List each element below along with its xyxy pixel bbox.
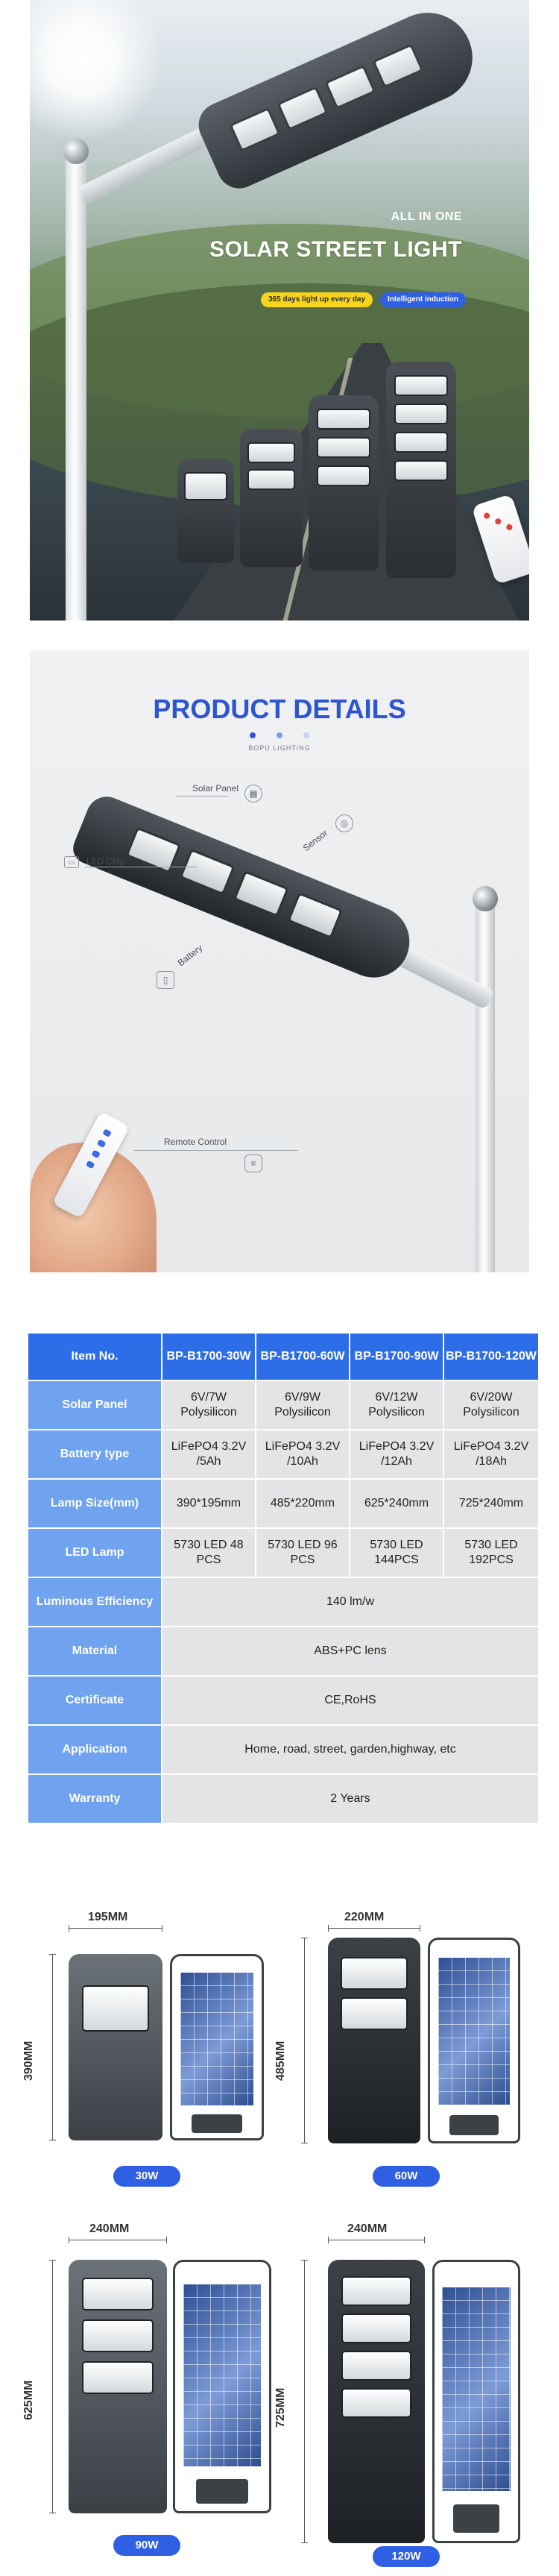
width-dimension-line xyxy=(69,1928,162,1929)
table-cell: 6V/9W Polysilicon xyxy=(256,1380,350,1430)
width-label-90w: 240MM xyxy=(89,2222,130,2235)
width-label-30w: 195MM xyxy=(88,1911,128,1923)
table-cell: 390*195mm xyxy=(162,1479,256,1528)
header-cell: BP-B1700-60W xyxy=(256,1333,350,1380)
table-cell: LiFePO4 3.2V /18Ah xyxy=(443,1430,539,1479)
row-label: Application xyxy=(28,1725,162,1774)
feature-badge-induction: Intelligent induction xyxy=(380,292,466,307)
table-cell: 725*240mm xyxy=(443,1479,539,1528)
lamp-front-30w xyxy=(69,1954,162,2140)
callout-battery: Battery xyxy=(175,942,205,969)
product-120w-image xyxy=(386,362,456,578)
table-row xyxy=(28,1627,539,1676)
table-cell: 6V/12W Polysilicon xyxy=(350,1380,443,1430)
row-label: Luminous Efficiency xyxy=(28,1577,162,1627)
product-90w-image xyxy=(309,395,379,571)
pole-cap xyxy=(63,139,89,164)
row-label: LED Lamp xyxy=(28,1528,162,1577)
height-label-60w: 485MM xyxy=(274,2041,287,2081)
table-cell: CE,RoHS xyxy=(162,1676,539,1725)
table-cell: 5730 LED 144PCS xyxy=(350,1528,443,1577)
width-dimension-line xyxy=(328,1928,420,1929)
spec-table xyxy=(27,1332,540,1824)
height-label-90w: 625MM xyxy=(22,2380,35,2420)
table-cell: 6V/20W Polysilicon xyxy=(443,1380,539,1430)
table-header-row xyxy=(28,1333,539,1380)
row-label: Warranty xyxy=(28,1774,162,1823)
sun-glare xyxy=(30,0,164,142)
led-chip-icon: ▭ xyxy=(64,856,79,868)
callout-line-remote xyxy=(134,1150,298,1151)
row-label: Lamp Size(mm) xyxy=(28,1479,162,1528)
dot-3 xyxy=(303,732,309,738)
table-cell: ABS+PC lens xyxy=(162,1627,539,1676)
watt-badge-30w: 30W xyxy=(113,2166,180,2187)
header-cell: BP-B1700-90W xyxy=(350,1333,443,1380)
table-cell: 6V/7W Polysilicon xyxy=(162,1380,256,1430)
solar-back-120w xyxy=(432,2260,520,2543)
pole-cap xyxy=(473,886,498,911)
watt-badge-60w: 60W xyxy=(373,2166,440,2187)
row-label: Battery type xyxy=(28,1430,162,1479)
callout-solar-panel: Solar Panel xyxy=(192,783,239,794)
street-pole xyxy=(66,149,86,621)
height-dimension-line xyxy=(52,2260,53,2513)
table-row xyxy=(28,1577,539,1627)
table-row xyxy=(28,1479,539,1528)
table-cell: 5730 LED 48 PCS xyxy=(162,1528,256,1577)
lamp-front-60w xyxy=(328,1938,420,2143)
table-row xyxy=(28,1676,539,1725)
feature-badge-daily: 365 days light up every day xyxy=(261,292,373,307)
watt-badge-120w: 120W xyxy=(373,2546,440,2567)
watt-badge-90w: 90W xyxy=(113,2535,180,2556)
hero-banner xyxy=(30,0,529,621)
height-label-120w: 725MM xyxy=(274,2387,287,2428)
row-label: Solar Panel xyxy=(28,1380,162,1430)
street-lamp-image xyxy=(192,0,487,195)
title-dots xyxy=(30,729,529,742)
solar-back-90w xyxy=(173,2260,271,2513)
table-cell: 5730 LED 192PCS xyxy=(443,1528,539,1577)
table-cell: Home, road, street, garden,highway, etc xyxy=(162,1725,539,1774)
table-cell: 140 lm/w xyxy=(162,1577,539,1627)
table-cell: LiFePO4 3.2V /10Ah xyxy=(256,1430,350,1479)
battery-icon: ▯ xyxy=(157,971,174,989)
street-lamp-detail-image xyxy=(69,791,420,988)
hero-title: SOLAR STREET LIGHT xyxy=(209,237,462,262)
table-cell: 485*220mm xyxy=(256,1479,350,1528)
header-cell: BP-B1700-120W xyxy=(443,1333,539,1380)
height-dimension-line xyxy=(304,1938,305,2143)
street-pole xyxy=(476,896,495,1272)
height-label-30w: 390MM xyxy=(22,2041,35,2081)
width-label-120w: 240MM xyxy=(347,2222,388,2235)
table-cell: LiFePO4 3.2V /5Ah xyxy=(162,1430,256,1479)
product-details-title: PRODUCT DETAILS xyxy=(153,694,406,724)
height-dimension-line xyxy=(52,1954,53,2140)
callout-sensor: Sensor xyxy=(300,827,330,854)
header-cell: BP-B1700-30W xyxy=(162,1333,256,1380)
table-cell: 2 Years xyxy=(162,1774,539,1823)
remote-control-icon: ≡ xyxy=(244,1155,262,1172)
row-label: Certificate xyxy=(28,1676,162,1725)
table-cell: 625*240mm xyxy=(350,1479,443,1528)
hero-subtitle: ALL IN ONE xyxy=(391,210,462,223)
callout-line-solar xyxy=(176,796,228,797)
row-label: Material xyxy=(28,1627,162,1676)
table-row xyxy=(28,1528,539,1577)
solar-back-30w xyxy=(170,1954,264,2140)
table-cell: 5730 LED 96 PCS xyxy=(256,1528,350,1577)
width-label-60w: 220MM xyxy=(344,1911,385,1923)
dot-1 xyxy=(250,732,256,738)
callout-led-chip: LED Chip xyxy=(86,856,125,867)
table-row xyxy=(28,1774,539,1823)
product-30w-image xyxy=(177,459,234,563)
solar-back-60w xyxy=(428,1938,520,2143)
table-row xyxy=(28,1725,539,1774)
table-cell: LiFePO4 3.2V /12Ah xyxy=(350,1430,443,1479)
solar-panel-icon: ▦ xyxy=(244,785,262,802)
table-row xyxy=(28,1380,539,1430)
height-dimension-line xyxy=(304,2260,305,2543)
callout-remote-control: Remote Control xyxy=(164,1137,227,1147)
product-details-section xyxy=(30,650,529,1272)
product-60w-image xyxy=(240,429,303,567)
lamp-front-90w xyxy=(69,2260,167,2513)
brand-caption: BOPU LIGHTING xyxy=(248,744,311,752)
dot-2 xyxy=(277,732,282,738)
lamp-front-120w xyxy=(328,2260,425,2543)
header-cell: Item No. xyxy=(28,1333,162,1380)
table-row xyxy=(28,1430,539,1479)
sensor-icon: ◎ xyxy=(335,814,353,832)
